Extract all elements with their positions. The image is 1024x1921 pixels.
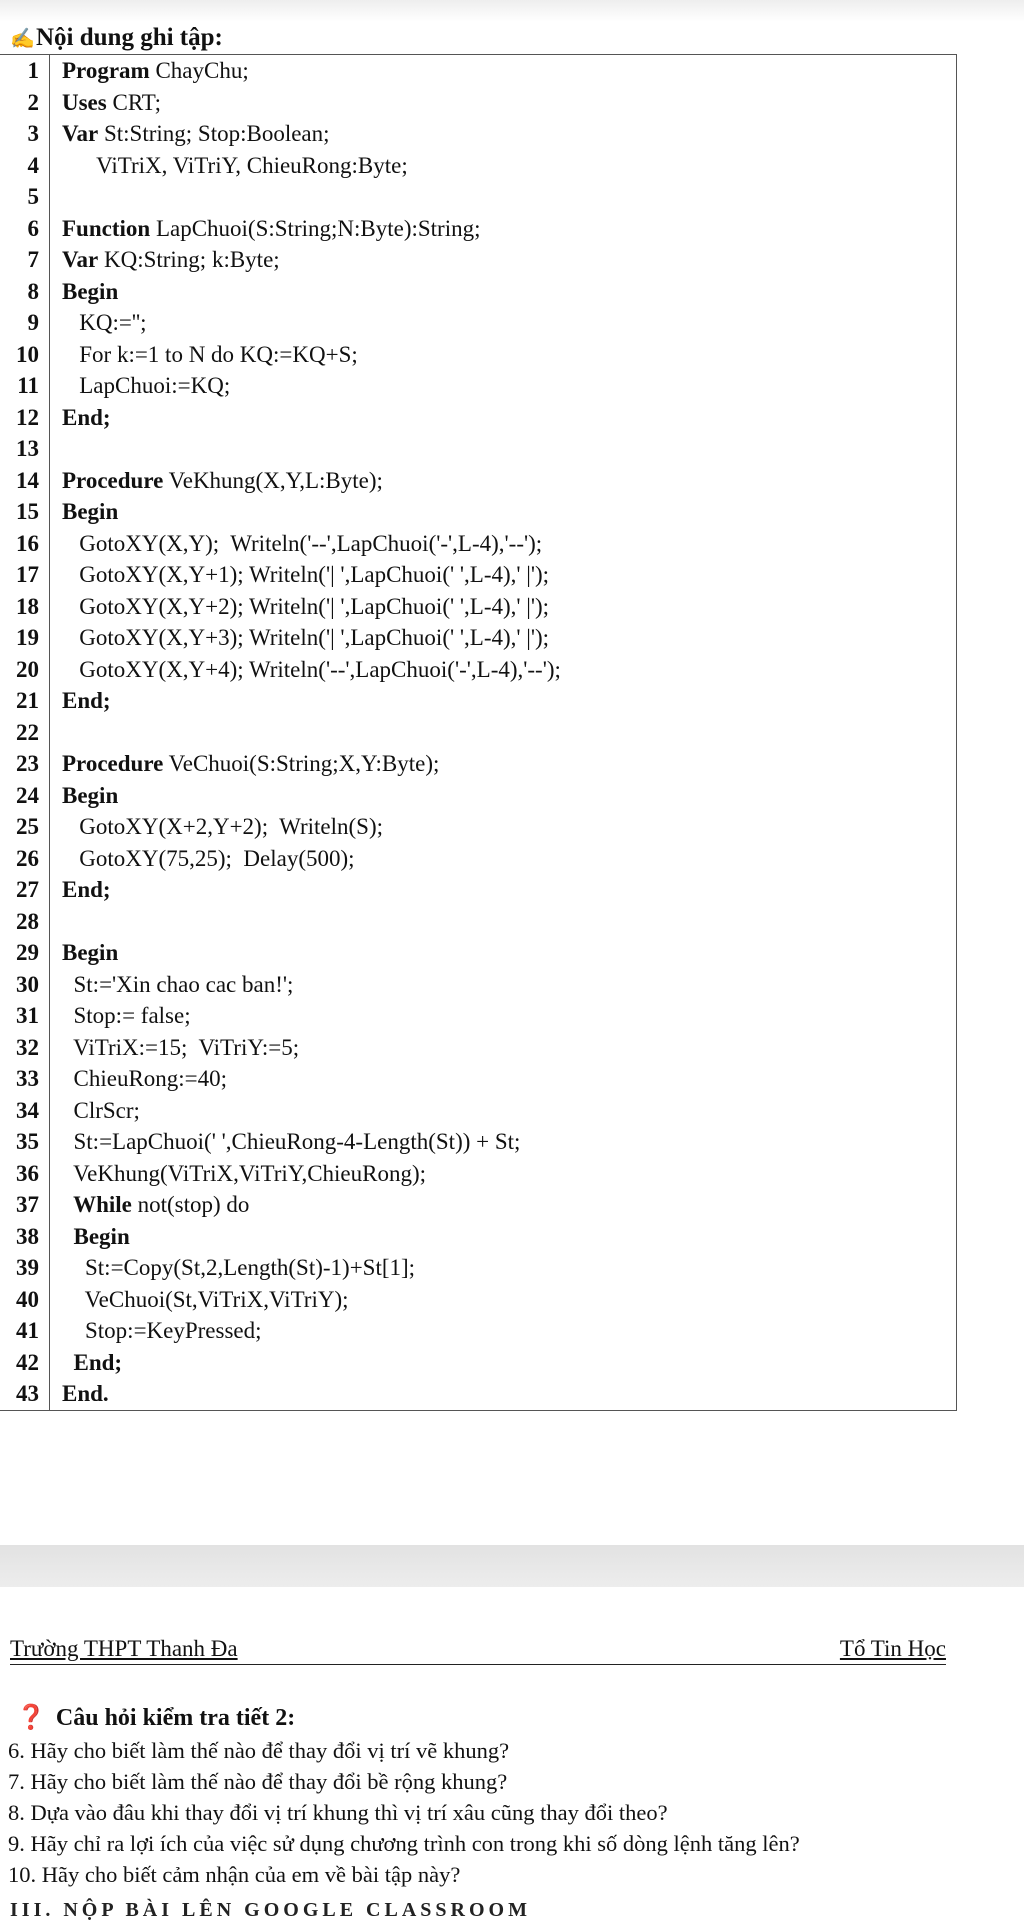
line-number: 34 (0, 1095, 50, 1127)
code-rest: ChieuRong:=40; (62, 1066, 228, 1091)
line-number: 4 (0, 150, 50, 182)
code-rest: ClrScr; (62, 1097, 140, 1123)
code-rest: CRT; (106, 89, 161, 115)
code-text (50, 1000, 191, 1032)
code-rest: GotoXY(X,Y+2); Writeln('| ',LapChuoi(' ',L-4),' |'); (62, 593, 550, 619)
code-keyword: Var (62, 247, 99, 272)
line-number: 31 (0, 1000, 50, 1032)
code-text (50, 780, 118, 812)
code-line (0, 1347, 956, 1379)
code-line (0, 1221, 956, 1253)
code-rest: VeKhung(X,Y,L:Byte); (163, 467, 383, 493)
code-text (50, 1252, 415, 1284)
code-rest: St:String; Stop:Boolean; (98, 121, 330, 146)
code-keyword: Uses (62, 89, 107, 115)
code-line (0, 685, 956, 717)
question-item: 10. Hãy cho biết cảm nhận của em về bài tập này? (8, 1862, 461, 1887)
page-top-shade (0, 0, 1024, 22)
line-number: 22 (0, 717, 50, 749)
code-rest: St:=LapChuoi(' ',ChieuRong-4-Length(St)) + St; (62, 1129, 521, 1154)
code-line (0, 1063, 956, 1095)
code-line (0, 1126, 956, 1158)
line-number: 38 (0, 1221, 50, 1253)
code-keyword: Begin (62, 499, 119, 524)
line-number: 14 (0, 465, 50, 497)
code-text (50, 1378, 109, 1410)
code-keyword: Procedure (62, 751, 164, 776)
code-text (50, 906, 62, 938)
code-line (0, 717, 956, 749)
code-line (0, 1095, 956, 1127)
code-text (50, 748, 439, 780)
code-line (0, 1315, 956, 1347)
line-number: 6 (0, 213, 50, 245)
code-text (50, 213, 481, 245)
code-keyword: End; (62, 877, 111, 902)
line-number: 18 (0, 591, 50, 623)
question-mark-icon: ❓ (16, 1703, 46, 1731)
questions-title: Câu hỏi kiểm tra tiết 2: (55, 1705, 296, 1731)
code-rest: Stop:= false; (62, 1003, 191, 1028)
code-line (0, 465, 956, 497)
line-number: 25 (0, 811, 50, 843)
code-keyword: Var (62, 121, 99, 146)
code-line (0, 843, 956, 875)
line-number: 10 (0, 339, 50, 371)
line-number: 30 (0, 969, 50, 1001)
code-line (0, 370, 956, 402)
question-item: 7. Hãy cho biết làm thế nào để thay đổi bề rộng khung? (8, 1769, 508, 1794)
line-number: 9 (0, 307, 50, 339)
code-line (0, 244, 956, 276)
page-header-line (10, 1634, 946, 1665)
code-line (0, 622, 956, 654)
code-line (0, 1032, 956, 1064)
code-line (0, 654, 956, 686)
code-text (50, 244, 280, 276)
code-rest: St:=Copy(St,2,Length(St)-1)+St[1]; (62, 1255, 416, 1280)
code-keyword: Program (62, 58, 150, 83)
section-header (0, 22, 223, 54)
code-line (0, 150, 956, 182)
line-number: 19 (0, 622, 50, 654)
line-number: 17 (0, 559, 50, 591)
code-text (50, 118, 330, 150)
code-text (50, 528, 542, 560)
code-keyword: While (62, 1192, 132, 1217)
questions-heading (8, 1700, 1008, 1735)
code-line (0, 1158, 956, 1190)
line-number: 23 (0, 748, 50, 780)
page-separator (0, 1545, 1024, 1587)
code-text (50, 1063, 227, 1095)
code-keyword: Begin (62, 278, 119, 304)
code-text (50, 1221, 130, 1253)
code-line (0, 1000, 956, 1032)
code-text (50, 370, 230, 402)
code-rest: VeChuoi(St,ViTriX,ViTriY); (62, 1286, 349, 1312)
line-number: 3 (0, 118, 50, 150)
code-text (50, 402, 111, 434)
line-number: 43 (0, 1378, 50, 1410)
code-line (0, 969, 956, 1001)
code-text (50, 496, 118, 528)
code-text (50, 969, 293, 1001)
code-keyword: Begin (62, 1223, 130, 1249)
code-rest: LapChuoi(S:String;N:Byte):String; (150, 215, 481, 241)
code-rest: GotoXY(X,Y+1); Writeln('| ',LapChuoi(' ',L-4),' |'); (62, 562, 550, 587)
code-keyword: End. (62, 1381, 109, 1406)
code-text (50, 1284, 349, 1316)
line-number: 1 (0, 55, 50, 87)
code-rest: LapChuoi:=KQ; (62, 373, 231, 398)
code-keyword: Begin (62, 782, 119, 808)
hand-point-icon: ✍ (10, 28, 35, 50)
code-text (50, 874, 111, 906)
code-rest: ViTriX, ViTriY, ChieuRong:Byte; (62, 152, 408, 178)
code-text (50, 1032, 299, 1064)
question-item: 9. Hãy chỉ ra lợi ích của việc sử dụng chương trình con trong khi số dòng lệnh tăng lên? (8, 1831, 800, 1856)
code-text (50, 307, 147, 339)
code-rest: GotoXY(75,25); Delay(500); (62, 845, 355, 871)
line-number: 42 (0, 1347, 50, 1379)
code-keyword: Function (62, 215, 151, 241)
line-number: 29 (0, 937, 50, 969)
line-number: 26 (0, 843, 50, 875)
code-rest: For k:=1 to N do KQ:=KQ+S; (62, 341, 358, 367)
code-line (0, 528, 956, 560)
cutoff-heading: III. NỘP BÀI LÊN GOOGLE CLASSROOM (10, 1899, 531, 1921)
line-number: 21 (0, 685, 50, 717)
code-keyword: Procedure (62, 467, 164, 493)
line-number: 20 (0, 654, 50, 686)
code-line (0, 181, 956, 213)
line-number: 36 (0, 1158, 50, 1190)
section-title: Nội dung ghi tập: (36, 24, 223, 51)
code-rest: KQ:=''; (62, 310, 147, 335)
code-text (50, 276, 118, 308)
code-line (0, 496, 956, 528)
code-text (50, 559, 549, 591)
code-rest: GotoXY(X,Y+4); Writeln('--',LapChuoi('-',L-4),'--'); (62, 656, 561, 682)
code-text (50, 654, 561, 686)
code-line (0, 1378, 956, 1410)
code-line (0, 276, 956, 308)
code-rest: GotoXY(X+2,Y+2); Writeln(S); (62, 814, 384, 839)
code-line (0, 55, 956, 87)
code-line (0, 748, 956, 780)
code-rest: Stop:=KeyPressed; (62, 1318, 262, 1343)
code-line (0, 339, 956, 371)
code-text (50, 433, 62, 465)
line-number: 33 (0, 1063, 50, 1095)
code-keyword: Begin (62, 940, 119, 965)
line-number: 2 (0, 87, 50, 119)
code-listing-table (0, 54, 957, 1411)
code-line (0, 307, 956, 339)
code-line (0, 780, 956, 812)
code-text (50, 1095, 140, 1127)
code-keyword: End; (62, 1349, 123, 1375)
code-keyword: End; (62, 404, 111, 430)
line-number: 35 (0, 1126, 50, 1158)
line-number: 40 (0, 1284, 50, 1316)
code-keyword: End; (62, 688, 111, 713)
code-text (50, 717, 62, 749)
code-line (0, 118, 956, 150)
line-number: 11 (0, 370, 50, 402)
code-rest: not(stop) do (131, 1192, 250, 1217)
code-text (50, 1347, 122, 1379)
line-number: 41 (0, 1315, 50, 1347)
line-number: 13 (0, 433, 50, 465)
code-text (50, 937, 118, 969)
code-rest: ChayChu; (149, 58, 249, 83)
line-number: 15 (0, 496, 50, 528)
code-text (50, 843, 355, 875)
line-number: 16 (0, 528, 50, 560)
code-text (50, 87, 161, 119)
code-text (50, 1158, 426, 1190)
code-rest: ViTriX:=15; ViTriY:=5; (62, 1034, 300, 1060)
line-number: 7 (0, 244, 50, 276)
code-line (0, 402, 956, 434)
code-line (0, 874, 956, 906)
code-text (50, 465, 383, 497)
line-number: 37 (0, 1189, 50, 1221)
code-text (50, 181, 62, 213)
line-number: 28 (0, 906, 50, 938)
line-number: 8 (0, 276, 50, 308)
code-line (0, 906, 956, 938)
code-rest: GotoXY(X,Y); Writeln('--',LapChuoi('-',L-4),'--'); (62, 530, 543, 556)
department-name: Tổ Tin Học (839, 1636, 946, 1661)
code-text (50, 622, 549, 654)
code-line (0, 591, 956, 623)
code-text (50, 1315, 262, 1347)
code-line (0, 1252, 956, 1284)
code-line (0, 87, 956, 119)
school-name: Trường THPT Thanh Đa (10, 1636, 238, 1661)
line-number: 12 (0, 402, 50, 434)
code-rest: GotoXY(X,Y+3); Writeln('| ',LapChuoi(' ',L-4),' |'); (62, 625, 550, 650)
code-rest: VeKhung(ViTriX,ViTriY,ChieuRong); (62, 1160, 427, 1186)
code-line (0, 559, 956, 591)
line-number: 27 (0, 874, 50, 906)
code-text (50, 591, 549, 623)
code-line (0, 433, 956, 465)
code-rest: VeChuoi(S:String;X,Y:Byte); (163, 751, 440, 776)
code-text (50, 1126, 520, 1158)
code-text (50, 55, 249, 87)
code-rest: KQ:String; k:Byte; (98, 247, 280, 272)
line-number: 24 (0, 780, 50, 812)
code-text (50, 811, 383, 843)
line-number: 39 (0, 1252, 50, 1284)
code-text (50, 685, 111, 717)
code-rest: St:='Xin chao cac ban!'; (62, 971, 294, 997)
code-text (50, 1189, 249, 1221)
line-number: 32 (0, 1032, 50, 1064)
question-item: 8. Dựa vào đâu khi thay đổi vị trí khung thì vị trí xâu cũng thay đổi theo? (8, 1800, 668, 1825)
question-item: 6. Hãy cho biết làm thế nào để thay đổi vị trí vẽ khung? (8, 1738, 510, 1763)
code-line (0, 1284, 956, 1316)
code-text (50, 339, 358, 371)
code-line (0, 811, 956, 843)
code-line (0, 1189, 956, 1221)
code-line (0, 213, 956, 245)
code-line (0, 937, 956, 969)
questions-section (8, 1700, 1008, 1890)
code-text (50, 150, 408, 182)
line-number: 5 (0, 181, 50, 213)
